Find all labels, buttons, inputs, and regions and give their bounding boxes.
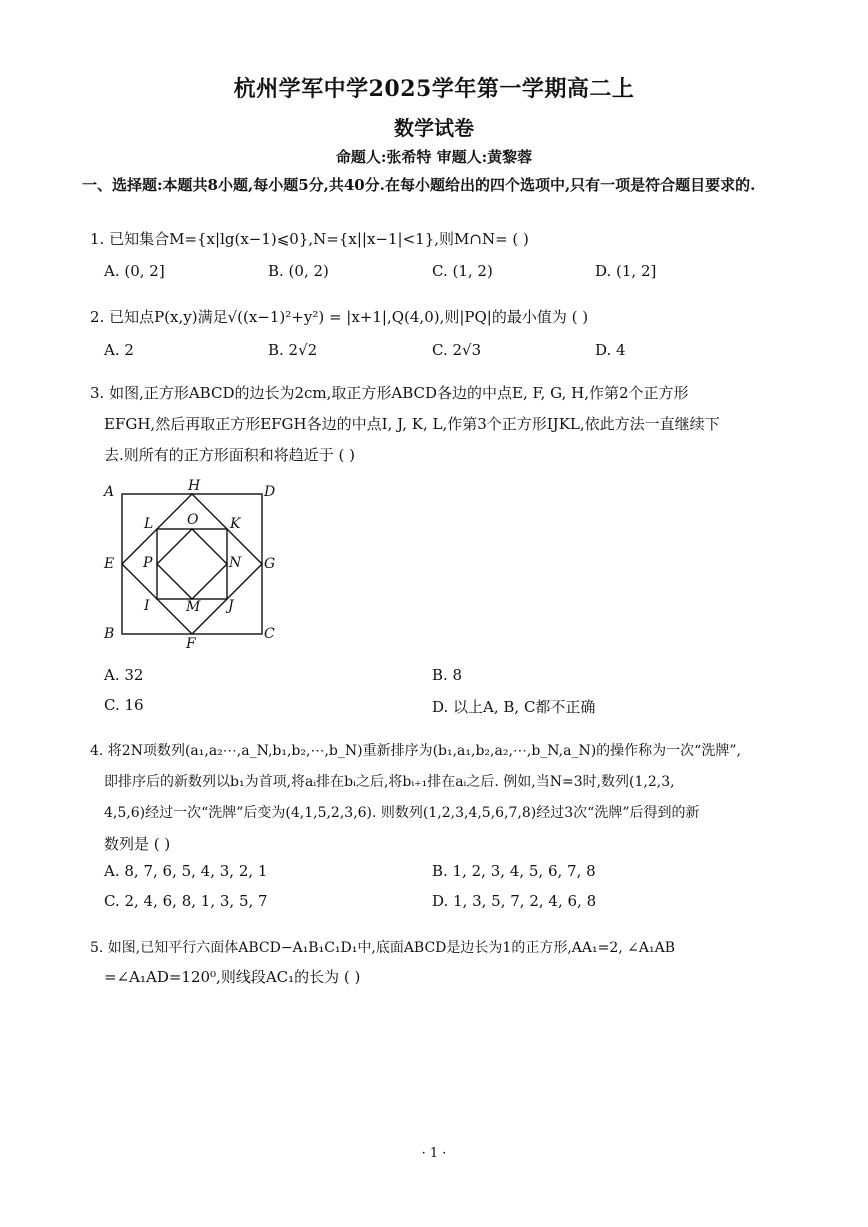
nested-squares-figure (98, 474, 283, 652)
question-4-line-3: 4,5,6)经过一次“洗牌”后变为(4,1,5,2,3,6). 则数列(1,2,3,4,5,6,7,8)经过3次“洗牌”后得到的新 (104, 805, 700, 821)
exam-authors: 命题人:张希特 审题人:黄黎蓉 (335, 148, 533, 166)
label-b: B (104, 626, 115, 642)
label-i: I (144, 598, 150, 614)
question-3-option-d: D. 以上A, B, C都不正确 (432, 698, 596, 716)
question-2-option-c: C. 2√3 (432, 341, 482, 359)
label-f: F (186, 636, 196, 652)
question-3-line-1: 3. 如图,正方形ABCD的边长为2cm,取正方形ABCD各边的中点E, F, G, H,作第2个正方形 (90, 384, 689, 402)
question-4-option-a: A. 8, 7, 6, 5, 4, 3, 2, 1 (104, 862, 268, 880)
label-c: C (264, 626, 275, 642)
question-4-line-4: 数列是 ( ) (104, 835, 171, 853)
question-1-option-b: B. (0, 2) (268, 262, 329, 280)
question-4-line-2: 即排序后的新数列以b₁为首项,将aᵢ排在bᵢ之后,将bᵢ₊₁排在aᵢ之后. 例如,当N=3时,数列(1,2,3, (104, 774, 675, 790)
label-n: N (229, 555, 242, 571)
label-g: G (264, 556, 276, 572)
question-4-option-b: B. 1, 2, 3, 4, 5, 6, 7, 8 (432, 862, 596, 880)
question-3-option-c: C. 16 (104, 696, 144, 714)
label-h: H (188, 478, 201, 494)
question-1-option-a: A. (0, 2] (104, 262, 165, 280)
label-k: K (230, 516, 241, 532)
exam-subtitle: 数学试卷 (394, 116, 474, 140)
section-heading: 一、选择题:本题共8小题,每小题5分,共40分.在每小题给出的四个选项中,只有一项是符合题目要求的. (82, 176, 756, 194)
question-1-option-c: C. (1, 2) (432, 262, 493, 280)
question-4-option-c: C. 2, 4, 6, 8, 1, 3, 5, 7 (104, 892, 268, 910)
question-1-option-d: D. (1, 2] (595, 262, 657, 280)
label-m: M (186, 599, 201, 615)
label-p: P (143, 555, 153, 571)
label-d: D (264, 484, 276, 500)
label-e: E (104, 556, 115, 572)
question-4-option-d: D. 1, 3, 5, 7, 2, 4, 6, 8 (432, 892, 597, 910)
question-3-line-3: 去.则所有的正方形面积和将趋近于 ( ) (104, 446, 356, 464)
question-5-line-1: 5. 如图,已知平行六面体ABCD−A₁B₁C₁D₁中,底面ABCD是边长为1的正方形,AA₁=2, ∠A₁AB (90, 940, 675, 956)
exam-title: 杭州学军中学2025学年第一学期高二上 (233, 76, 635, 102)
question-2-text: 2. 已知点P(x,y)满足√((x−1)²+y²) = |x+1|,Q(4,0),则|PQ|的最小值为 ( ) (90, 308, 589, 326)
question-3-option-a: A. 32 (104, 666, 144, 684)
question-1-text: 1. 已知集合M={x|lg(x−1)⩽0},N={x||x−1|<1},则M∩N= ( ) (90, 230, 529, 248)
label-j: J (228, 598, 234, 614)
square-ijkl (157, 529, 227, 599)
page-number: · 1 · (421, 1146, 447, 1161)
question-5-line-2: =∠A₁AD=120⁰,则线段AC₁的长为 ( ) (104, 968, 361, 986)
question-3-option-b: B. 8 (432, 666, 463, 684)
question-2-option-d: D. 4 (595, 341, 626, 359)
question-4-line-1: 4. 将2N项数列(a₁,a₂⋯,a_N,b₁,b₂,⋯,b_N)重新排序为(b₁,a₁,b₂,a₂,⋯,b_N,a_N)的操作称为一次“洗牌”, (90, 743, 741, 759)
label-a: A (104, 484, 115, 500)
question-2-option-a: A. 2 (104, 341, 134, 359)
label-l: L (144, 516, 154, 532)
label-o: O (187, 512, 199, 528)
square-mnop (157, 529, 227, 599)
question-2-option-b: B. 2√2 (268, 341, 318, 359)
question-3-line-2: EFGH,然后再取正方形EFGH各边的中点I, J, K, L,作第3个正方形IJKL,依此方法一直继续下 (104, 415, 720, 433)
